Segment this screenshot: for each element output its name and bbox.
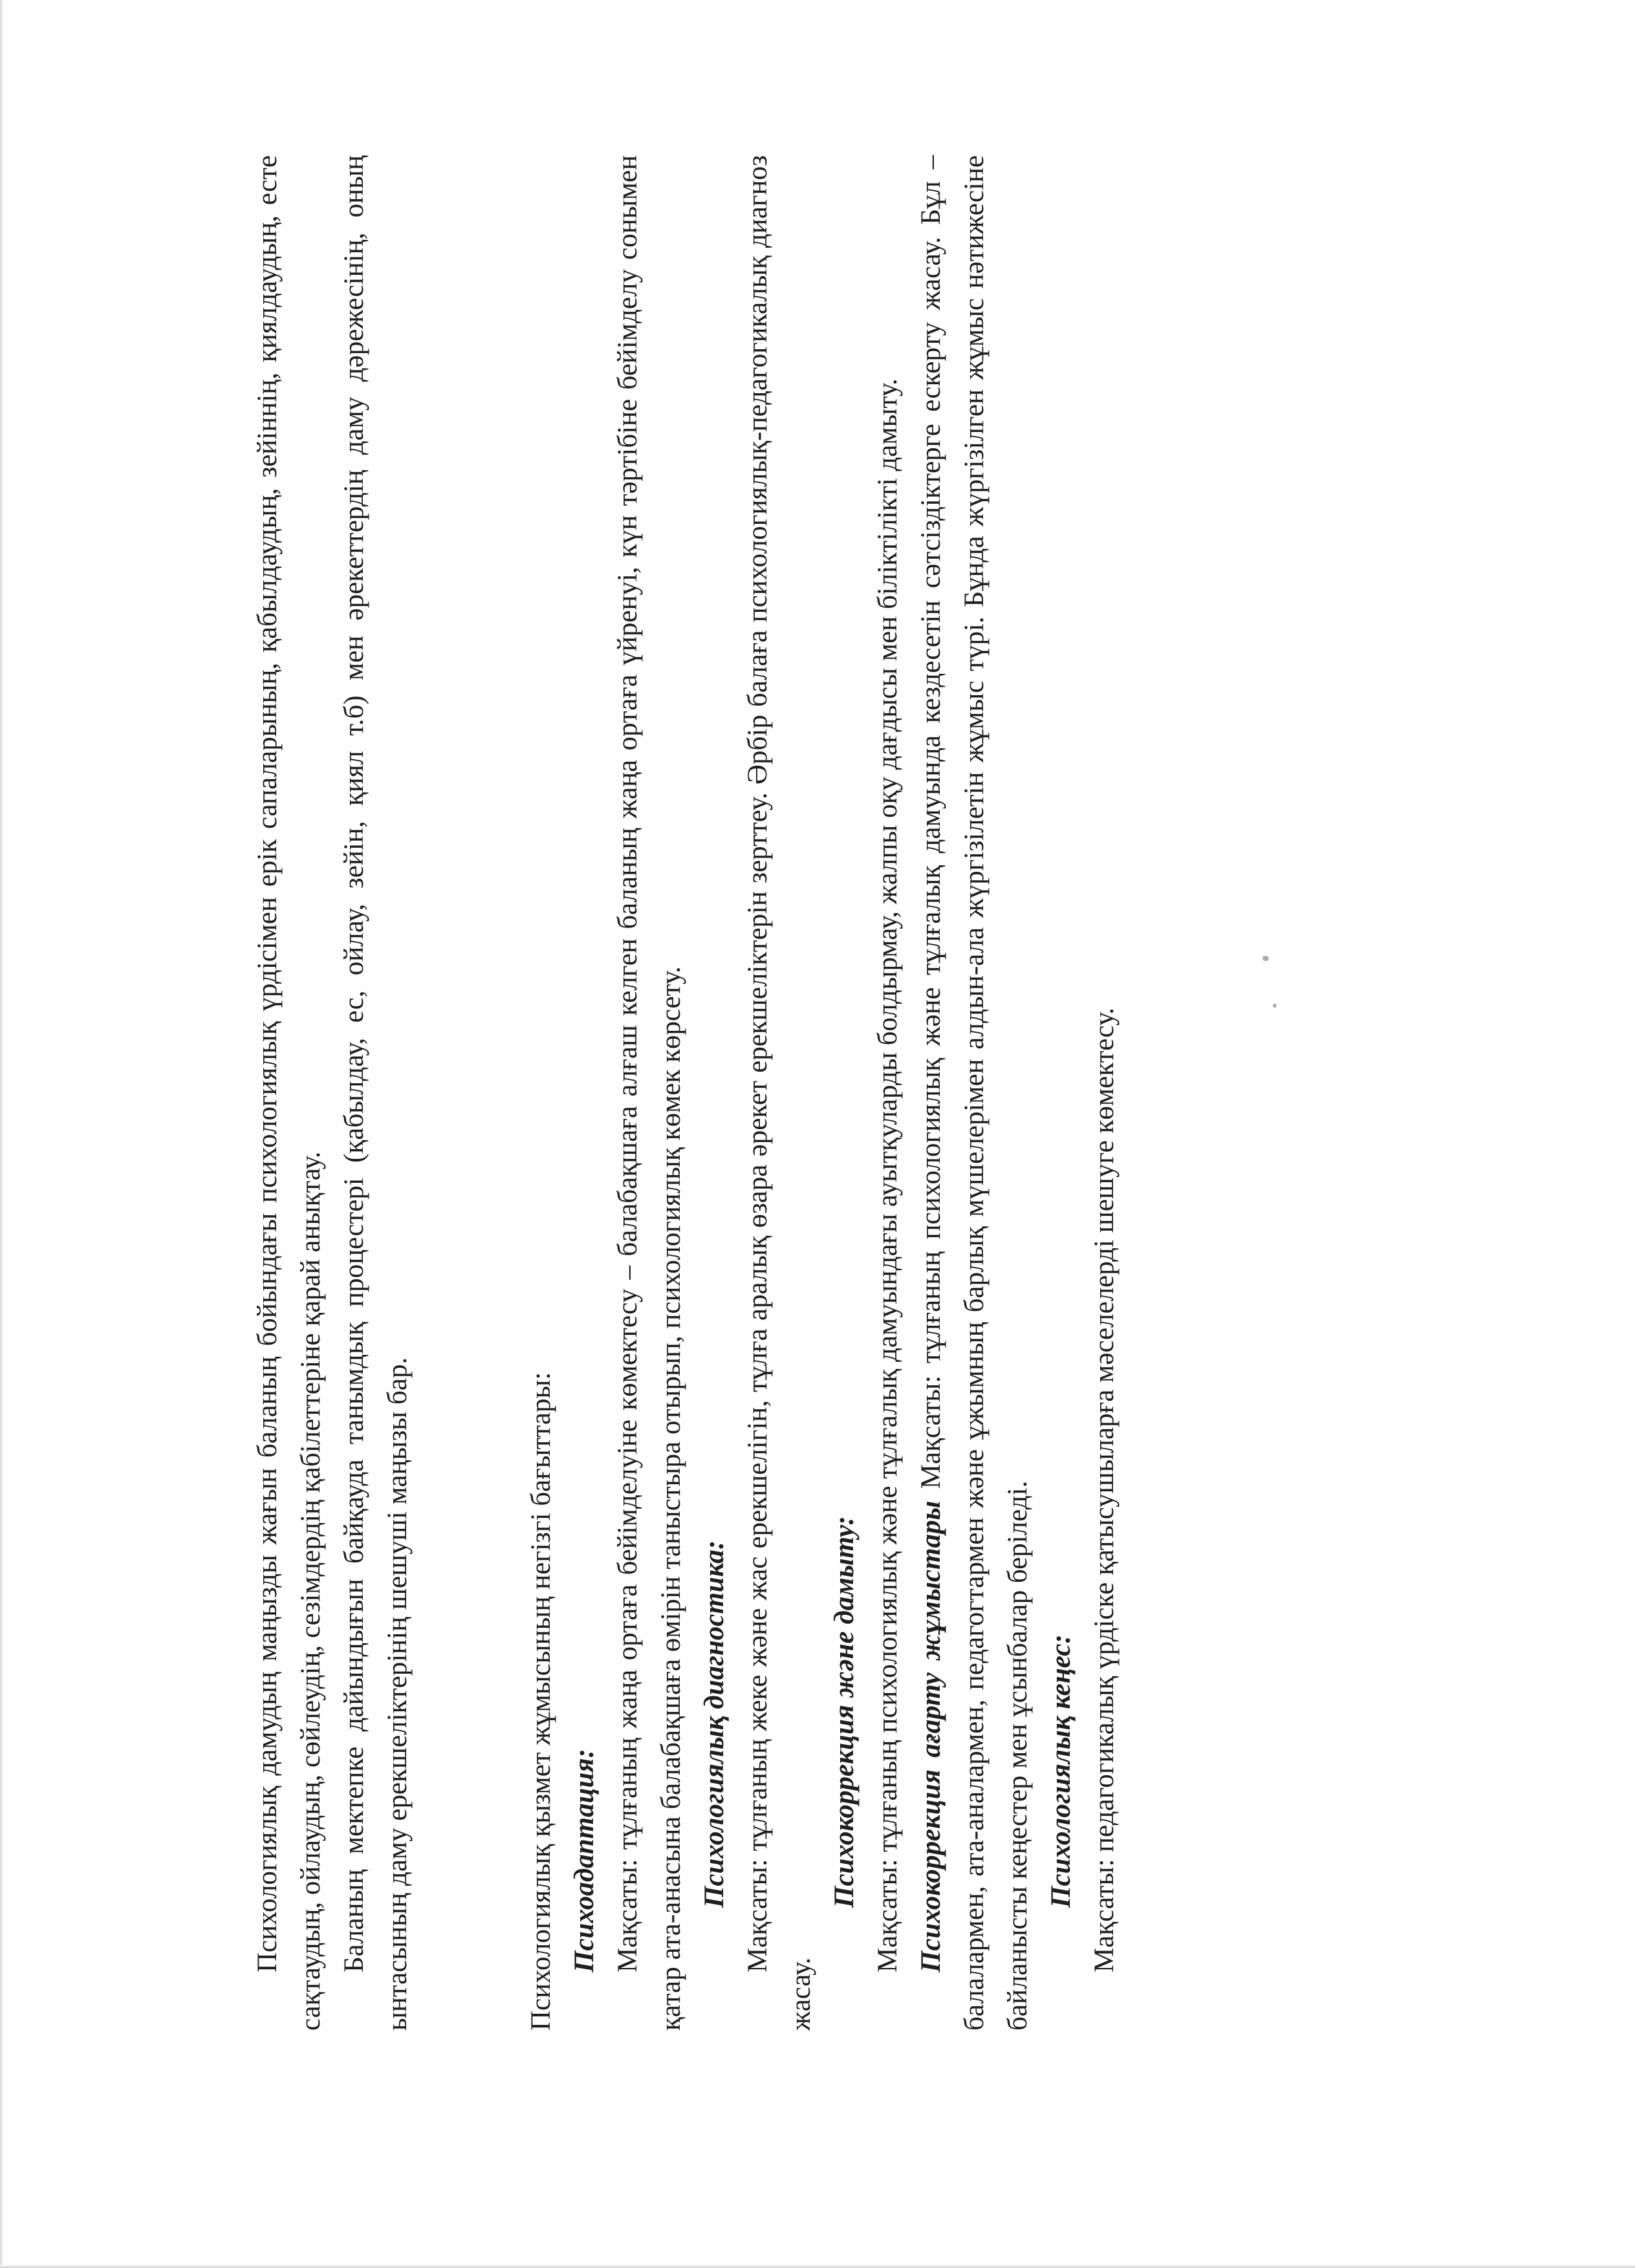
scan-edge-bottom	[0, 2265, 1635, 2268]
correction-education-paragraph	[909, 155, 1039, 2031]
diagnostics-heading: Психологиялық диагностика:	[699, 1540, 730, 1908]
correction-development-text: Мақсаты: тұлғаның психологиялық және тұлғалық дамуындағы ауытқуларды болдырмау, жалпы оқу дағдысы мен біліктілікті дамыту.	[872, 378, 903, 1972]
directions-title: Психологиялық қызмет жұмысының негізгі бағыттары:	[526, 1372, 556, 2031]
correction-education-text: Мақсаты: тұлғаның психологиялық және тұлғалық дамуында кездесетін сәтсіздіктерге ескерту жасау. Бұл – балалармен, ата-аналармен, педагогтармен және ұжымның барлық мүшелерімен алдын-ала жүргізілетін жұмыс түрі. Бұнда жүргізілген жұмыс нәтижесіне байланысты кеңестер мен ұсынбалар беріледі.	[916, 155, 1033, 2031]
correction-education-heading: Психокоррекция ағарту жұмыстары	[916, 1500, 946, 1972]
rotated-text-block	[246, 155, 1384, 2031]
diagnostics-text: Мақсаты: тұлғаның жеке және жас ерекшелігін, тұлға аралық өзара әрекет ерекшеліктерін зерттеу. Әрбір балаға психологиялық-педагогикалық диагноз жасау.	[742, 155, 816, 2031]
correction-development-heading: Психокоррекция және дамыту:	[829, 1516, 860, 1908]
scan-edge-left	[0, 0, 4, 2268]
adaptation-heading: Психоадаптация:	[569, 1749, 600, 1972]
intro-paragraph-2: Баланың мектепке дайындығын байқауда танымдық процестері (қабылдау, ес, ойлау, зейін, қиял т.б) мен әрекеттердің даму дәрежесінің, оның ынтасының даму ерекшеліктерінің шешуші маңызы бар.	[339, 155, 413, 2031]
counseling-text: Мақсаты: педагогикалық үрдіске қатысушыларға мәселелерді шешуге көмектесу.	[1089, 1008, 1120, 1972]
intro-paragraph-1: Психологиялық дамудың маңызды жағын баланың бойындағы психологиялық үрдісімен ерік сапаларының, қабылдаудың, зейіннің, қиялдаудың, есте сақтаудың, ойлаудың, сөйлеудің, сезімдердің қабілеттеріне қарай анықтау.	[252, 155, 326, 2031]
counseling-heading: Психологиялық кеңес:	[1046, 1634, 1076, 1908]
adaptation-text: Мақсаты: тұлғаның жаңа ортаға бейімделуіне көмектесу – балабақшаға алғаш келген баланың жаңа ортаға үйренуі, күн тәртібіне бейімделу сонымен қатар ата-анасына балабақшаға өмірін таныстыра отырып, психологиялық көмек көрсету.	[612, 155, 686, 2031]
section-gap	[419, 155, 519, 2031]
